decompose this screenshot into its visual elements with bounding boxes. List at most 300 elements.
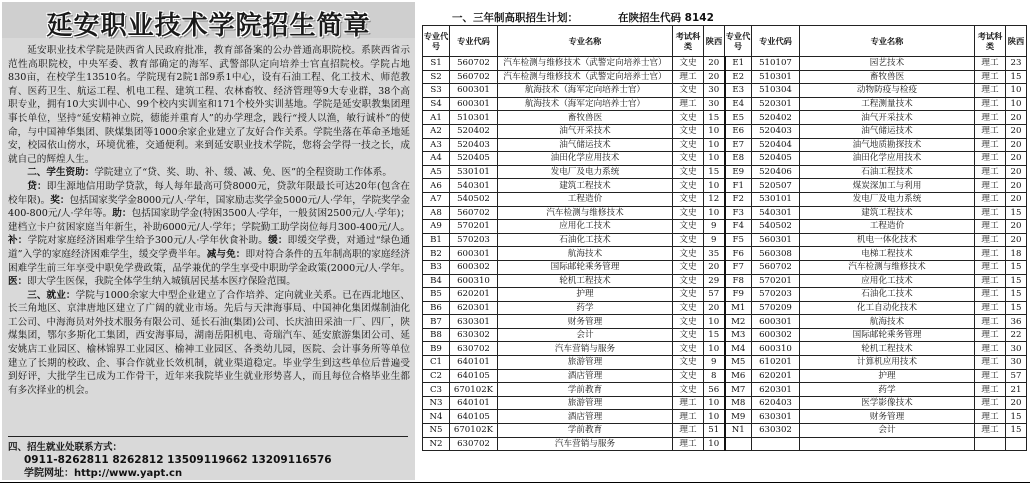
table-cell: 文史 (673, 206, 704, 220)
table-cell: 理工 (673, 437, 704, 451)
aid-heading: 二、学生资助： (27, 167, 95, 179)
waiver-text: 即对符合条件的五年制高职的家庭经济困难学生前三年享受中职免学费政策，品学兼优的学生享受中职助学金政策(2000元/人·学年。 (8, 248, 411, 274)
table-cell: 57 (704, 288, 725, 302)
table-cell: 理工 (673, 97, 704, 111)
table-cell: 20 (1006, 192, 1027, 206)
table-cell: 理工 (673, 396, 704, 410)
table-cell: E2 (725, 70, 752, 84)
table-cell (1006, 437, 1027, 451)
table-cell: 20 (1006, 396, 1027, 410)
table-cell: 600301 (450, 247, 498, 261)
table-cell: 20 (1006, 152, 1027, 166)
table-cell: M2 (725, 315, 752, 329)
table-cell: 国际邮轮乘务管理 (800, 328, 975, 342)
table-cell: 600302 (752, 328, 800, 342)
table-cell: 520405 (752, 152, 800, 166)
table-cell: 540301 (450, 179, 498, 193)
medical-text: 即大学生医保，我院全体学生纳入城镇居民基本医疗保险范围。 (27, 276, 296, 288)
table-header-row (423, 26, 1027, 57)
table-cell: 文史 (673, 274, 704, 288)
table-cell: 理工 (975, 260, 1006, 274)
table-cell: 理工 (975, 206, 1006, 220)
table-row (423, 97, 1027, 111)
table-cell: 670102K (450, 383, 498, 397)
table-cell: 630301 (450, 315, 498, 329)
table-cell: 600310 (752, 342, 800, 356)
table-cell: E3 (725, 84, 752, 98)
table-cell: 540301 (752, 206, 800, 220)
table-cell: 酒店管理 (498, 410, 673, 424)
enrollment-code: 在陕招生代码 8142 (618, 12, 714, 24)
table-cell: 560702 (450, 57, 498, 71)
table-cell: 理工 (975, 70, 1006, 84)
table-cell: 20 (1006, 111, 1027, 125)
table-cell: E7 (725, 138, 752, 152)
award-label: 奖： (50, 194, 70, 206)
table-cell: 文史 (673, 152, 704, 166)
table-cell: 汽车检测与维修技术 (498, 206, 673, 220)
table-cell: 酒店管理 (498, 369, 673, 383)
table-cell: 园艺技术 (800, 57, 975, 71)
table-cell: B9 (423, 342, 450, 356)
table-cell: 20 (1006, 233, 1027, 247)
table-cell: N2 (423, 437, 450, 451)
aid-text: 学院建立了“贷、奖、助、补、缓、减、免、医”的全程资助工作体系。 (94, 167, 392, 179)
table-cell: 15 (704, 328, 725, 342)
table-cell: 畜牧兽医 (800, 70, 975, 84)
table-cell: 建筑工程技术 (498, 179, 673, 193)
table-cell: 20 (1006, 138, 1027, 152)
table-cell: 理工 (975, 288, 1006, 302)
table-row (423, 192, 1027, 206)
table-row (423, 247, 1027, 261)
table-cell: 文史 (673, 369, 704, 383)
table-cell: 18 (1006, 247, 1027, 261)
table-cell: 15 (1006, 424, 1027, 438)
table-cell: 10 (704, 138, 725, 152)
table-cell: 理工 (975, 111, 1006, 125)
table-cell: E1 (725, 57, 752, 71)
table-cell: 应用化工技术 (498, 220, 673, 234)
employment-heading: 三、就业： (27, 289, 76, 301)
table-cell: 理工 (975, 342, 1006, 356)
table-cell: 56 (704, 383, 725, 397)
table-cell: 520405 (450, 152, 498, 166)
table-cell: 600302 (450, 260, 498, 274)
table-cell: 20 (704, 301, 725, 315)
defer-label: 缓： (268, 235, 288, 247)
table-cell: 应用化工技术 (800, 274, 975, 288)
table-cell: B4 (423, 274, 450, 288)
table-cell: 10 (704, 437, 725, 451)
table-cell: 9 (704, 220, 725, 234)
table-cell: N4 (423, 410, 450, 424)
table-cell: 35 (704, 247, 725, 261)
table-cell: C3 (423, 383, 450, 397)
table-cell: 理工 (975, 152, 1006, 166)
table-cell: 640105 (450, 410, 498, 424)
table-cell: 文史 (673, 301, 704, 315)
table-cell: 畜牧兽医 (498, 111, 673, 125)
medical-label: 医： (8, 276, 28, 288)
table-cell: 油田化学应用技术 (498, 152, 673, 166)
table-cell: 油气开采技术 (498, 124, 673, 138)
table-cell: 财务管理 (498, 315, 673, 329)
table-cell: 文史 (673, 165, 704, 179)
table-cell: 文史 (673, 179, 704, 193)
table-cell: 理工 (975, 315, 1006, 329)
table-cell: 理工 (673, 70, 704, 84)
table-cell: 煤炭深加工与利用 (800, 179, 975, 193)
table-cell: F8 (725, 274, 752, 288)
table-cell (725, 437, 752, 451)
table-cell: B1 (423, 233, 450, 247)
table-row (423, 57, 1027, 71)
table-cell: 570203 (450, 233, 498, 247)
table-cell: 油气开采技术 (800, 111, 975, 125)
table-cell: C2 (423, 369, 450, 383)
table-cell: 文史 (673, 247, 704, 261)
table-cell: 财务管理 (800, 410, 975, 424)
table-row (423, 111, 1027, 125)
table-cell: A8 (423, 206, 450, 220)
contact-website[interactable]: 学院网址：http://www.yapt.cn (24, 468, 183, 479)
table-cell: 文史 (673, 383, 704, 397)
intro-paragraph: 延安职业技术学院是陕西省人民政府批准，教育部备案的公办普通高职院校。系陕西省示范性高职院校，中央军委、教育部确定的海军、武警部队定向培养士官直招院校。学院占地830亩，在校学生13510名。学院现有2院1部9系1中心，设有石油工程、化工技术、师范教育、医药卫生、航运工程、机电工程、建筑工程、农林畜牧、经济管理等9大专业群，38个高职专业，拥有10大实训中心、99个校内实训室和171个校外实训基地。学院是延安职教集团理事长单位，坚持“延安精神立院，德能并重育人”的办学理念，践行“授人以渔，敏行诚朴”的使命，与中国神华集团、陕煤集团等1000余家企业建立了友好合作关系。学院坐落在革命圣地延安，校园依山傍水，环境优雅，交通便利。来到延安职业技术学院，您将会学得一技之长，成就自己的辉煌人生。 (8, 45, 410, 165)
table-cell: 化工自动化技术 (800, 301, 975, 315)
table-cell: 文史 (673, 260, 704, 274)
table-cell: A6 (423, 179, 450, 193)
table-cell: 理工 (975, 192, 1006, 206)
table-cell: C1 (423, 356, 450, 370)
table-cell: 600301 (450, 97, 498, 111)
table-cell: 理工 (975, 356, 1006, 370)
table-cell: 530101 (752, 192, 800, 206)
table-cell: 10 (1006, 84, 1027, 98)
table-cell: F2 (725, 192, 752, 206)
table-cell: E8 (725, 152, 752, 166)
table-cell: 560308 (752, 247, 800, 261)
table-row (423, 383, 1027, 397)
table-cell: 航海技术（海军定向培养士官） (498, 84, 673, 98)
table-cell: F7 (725, 260, 752, 274)
table-cell: 520301 (752, 97, 800, 111)
table-cell: 护理 (800, 369, 975, 383)
table-cell: 理工 (975, 274, 1006, 288)
table-row (423, 288, 1027, 302)
column-header: 考试科类 (975, 26, 1006, 57)
table-cell (752, 437, 800, 451)
column-header: 专业名称 (498, 26, 673, 57)
table-cell: 9 (704, 233, 725, 247)
table-cell: 23 (1006, 57, 1027, 71)
table-row (423, 233, 1027, 247)
table-cell: 文史 (673, 342, 704, 356)
table-cell: A2 (423, 124, 450, 138)
table-cell: 石油工程技术 (800, 165, 975, 179)
table-cell: 石油化工技术 (498, 233, 673, 247)
contact-phones: 0911-8262811 8262812 13509119662 13209116576 (24, 454, 332, 466)
table-cell: 510301 (752, 70, 800, 84)
table-cell: 建筑工程技术 (800, 206, 975, 220)
table-cell: B5 (423, 288, 450, 302)
table-cell: 汽车检测与维修技术（武警定向培养士官） (498, 57, 673, 71)
table-cell: 30 (704, 84, 725, 98)
table-cell: 油气地质勘探技术 (800, 138, 975, 152)
table-cell: 510107 (752, 57, 800, 71)
table-cell: 570203 (752, 288, 800, 302)
table-cell: 560702 (450, 70, 498, 84)
table-cell: 文史 (673, 233, 704, 247)
table-cell: 30 (1006, 356, 1027, 370)
table-cell: 理工 (975, 424, 1006, 438)
grant-label: 助： (112, 208, 132, 220)
table-cell: B2 (423, 247, 450, 261)
table-cell: S2 (423, 70, 450, 84)
table-cell: 560702 (450, 206, 498, 220)
table-cell: A3 (423, 138, 450, 152)
table-cell: 30 (704, 97, 725, 111)
table-row (423, 70, 1027, 84)
table-cell: 640101 (450, 396, 498, 410)
table-cell: 620201 (752, 369, 800, 383)
table-cell: 15 (1006, 288, 1027, 302)
table-cell: 动物防疫与检疫 (800, 84, 975, 98)
table-cell: 530101 (450, 165, 498, 179)
table-cell: 520402 (752, 111, 800, 125)
table-cell: 电梯工程技术 (800, 247, 975, 261)
table-cell: 理工 (975, 233, 1006, 247)
table-cell: A1 (423, 111, 450, 125)
table-cell: N1 (725, 424, 752, 438)
table-cell: 理工 (975, 84, 1006, 98)
table-cell: E5 (725, 111, 752, 125)
table-cell: 发电厂及电力系统 (498, 165, 673, 179)
table-cell: 汽车检测与维修技术（武警定向培养士官） (498, 70, 673, 84)
table-cell: 10 (1006, 97, 1027, 111)
column-header: 陕西 (704, 26, 725, 57)
table-cell: 520403 (752, 124, 800, 138)
table-cell: 20 (704, 57, 725, 71)
table-cell: 学前教育 (498, 424, 673, 438)
table-cell: 10 (704, 124, 725, 138)
table-cell: 文史 (673, 57, 704, 71)
table-cell: 520403 (450, 138, 498, 152)
table-row (423, 437, 1027, 451)
table-cell: 640105 (450, 369, 498, 383)
table-cell: 29 (704, 274, 725, 288)
table-cell: E9 (725, 165, 752, 179)
table-cell: 文史 (673, 356, 704, 370)
table-cell: 670102K (450, 424, 498, 438)
table-cell: 520507 (752, 179, 800, 193)
table-cell: 汽车营销与服务 (498, 342, 673, 356)
table-cell: 9 (704, 356, 725, 370)
table-cell: 15 (1006, 260, 1027, 274)
table-cell: B7 (423, 315, 450, 329)
table-cell: F1 (725, 179, 752, 193)
table-cell: S1 (423, 57, 450, 71)
table-cell: 会计 (800, 424, 975, 438)
column-header: 专业代码 (752, 26, 800, 57)
table-cell: 640101 (450, 356, 498, 370)
column-header: 专业代号 (725, 26, 752, 57)
column-header: 考试科类 (673, 26, 704, 57)
table-cell: 理工 (975, 410, 1006, 424)
table-cell: 570209 (752, 301, 800, 315)
table-cell: 20 (1006, 124, 1027, 138)
table-cell: 620403 (752, 396, 800, 410)
table-cell: B6 (423, 301, 450, 315)
subsidy-label: 补： (8, 235, 28, 247)
table-cell: 15 (704, 111, 725, 125)
table-cell: F9 (725, 288, 752, 302)
table-cell: 工程造价 (498, 192, 673, 206)
table-row (423, 410, 1027, 424)
contact-block (8, 436, 408, 480)
table-cell: 理工 (975, 179, 1006, 193)
table-cell: F3 (725, 206, 752, 220)
employment-paragraph (8, 289, 410, 398)
table-cell: 630702 (450, 342, 498, 356)
table-row (423, 220, 1027, 234)
table-cell: 630302 (752, 424, 800, 438)
intro-panel (2, 2, 415, 480)
table-row (423, 138, 1027, 152)
table-cell: 油气储运技术 (800, 124, 975, 138)
table-cell: 国际邮轮乘务管理 (498, 260, 673, 274)
table-cell: 15 (1006, 301, 1027, 315)
table-cell: F6 (725, 247, 752, 261)
bottom-divider (0, 482, 1030, 483)
table-cell: 15 (1006, 70, 1027, 84)
table-cell: A9 (423, 220, 450, 234)
table-cell: 旅游管理 (498, 356, 673, 370)
table-cell: 630702 (450, 437, 498, 451)
table-cell: F5 (725, 233, 752, 247)
table-cell: F4 (725, 220, 752, 234)
table-cell: 航海技术 (498, 247, 673, 261)
table-cell: M7 (725, 383, 752, 397)
table-cell: A5 (423, 165, 450, 179)
table-cell: 36 (1006, 315, 1027, 329)
table-cell: 10 (704, 410, 725, 424)
table-cell: N5 (423, 424, 450, 438)
table-cell: 520406 (752, 165, 800, 179)
table-row (423, 260, 1027, 274)
table-cell: 旅游管理 (498, 396, 673, 410)
table-cell: 10 (704, 315, 725, 329)
table-cell: 理工 (975, 301, 1006, 315)
table-cell: N3 (423, 396, 450, 410)
table-cell: 610201 (752, 356, 800, 370)
table-cell: 20 (1006, 220, 1027, 234)
table-cell: 20 (1006, 165, 1027, 179)
column-header: 陕西 (1006, 26, 1027, 57)
subsidy-text: 学院对家庭经济困难学生给予300元/人·学年伙食补助。 (27, 235, 269, 247)
table-cell: 理工 (975, 57, 1006, 71)
table-cell: 560301 (752, 233, 800, 247)
table-cell: 文史 (673, 328, 704, 342)
table-row (423, 274, 1027, 288)
table-cell: S4 (423, 97, 450, 111)
column-header: 专业名称 (800, 26, 975, 57)
table-cell: 文史 (673, 220, 704, 234)
table-cell: 15 (1006, 410, 1027, 424)
table-cell: E4 (725, 97, 752, 111)
table-row (423, 84, 1027, 98)
table-cell: M5 (725, 356, 752, 370)
table-cell: M6 (725, 369, 752, 383)
table-cell: 630301 (752, 410, 800, 424)
table-row (423, 179, 1027, 193)
table-cell: 570201 (450, 220, 498, 234)
table-cell: 8 (704, 369, 725, 383)
table-cell: 理工 (975, 383, 1006, 397)
table-cell: 汽车营销与服务 (498, 437, 673, 451)
table-cell: 10 (704, 342, 725, 356)
table-cell: 600310 (450, 274, 498, 288)
table-cell: M1 (725, 301, 752, 315)
table-cell: 510304 (752, 84, 800, 98)
table-row (423, 124, 1027, 138)
table-cell (800, 437, 975, 451)
table-cell: 15 (1006, 274, 1027, 288)
table-cell: M4 (725, 342, 752, 356)
table-cell: 文史 (673, 315, 704, 329)
table-cell: 10 (704, 396, 725, 410)
table-cell: 520402 (450, 124, 498, 138)
table-cell: 570201 (752, 274, 800, 288)
table-cell: 汽车检测与维修技术 (800, 260, 975, 274)
table-cell: 航海技术（海军定向培养士官） (498, 97, 673, 111)
table-cell: 轮机工程技术 (800, 342, 975, 356)
contact-heading: 四、招生就业处联系方式： (8, 442, 123, 453)
table-cell: 理工 (673, 424, 704, 438)
grant-text: 包括国家助学金(特困3500人·学年，一般贫困2500元/人·学年)；建档立卡户贫困家庭当年新生，补助6000元/人·学年；学院勤工助学岗位每月300-400元/人。 (8, 208, 410, 233)
table-cell: 油气储运技术 (498, 138, 673, 152)
table-cell: M8 (725, 396, 752, 410)
table-row (423, 152, 1027, 166)
table-cell: 理工 (975, 138, 1006, 152)
plan-title: 一、三年制高职招生计划： (452, 12, 578, 24)
table-cell: B3 (423, 260, 450, 274)
waiver-label: 减与免： (206, 248, 246, 260)
table-cell: 21 (1006, 383, 1027, 397)
employment-text: 学院与1000余家大中型企业建立了合作培养、定向就业关系。已在西北地区、长三角地区、京津唐地区建立了广阔的就业市场。先后与天津海事局、中国神化集团煤制油化工公司、中海海员对外技术服务有限公司、延长石油(集团)公司、长庆油田采油一厂、四厂，陕煤集团，鄂尔多斯化工集团，西安海事局，湖南岳阳机电、奇瑞汽车、延安旅游集团公司、延安姚店工业园区、榆林锦界工业园区、榆神工业园区、各类幼儿园，医院、会计事务所等单位建立了长期的校政、企、事合作就业长效机制，就业渠道稳定。毕业学生到这些单位后普遍受到好评，大批学生已成为工作骨干，近年来我院毕业生就业形势喜人，而且每位合格毕业生都有多次择业的机会。 (8, 289, 410, 396)
table-row (423, 356, 1027, 370)
table-cell: 51 (704, 424, 725, 438)
table-cell: 文史 (673, 288, 704, 302)
table-cell: E6 (725, 124, 752, 138)
table-body (423, 57, 1027, 451)
table-cell: 护理 (498, 288, 673, 302)
table-cell: 文史 (673, 192, 704, 206)
table-cell: 轮机工程技术 (498, 274, 673, 288)
table-cell: 文史 (673, 138, 704, 152)
enrollment-table (422, 25, 1027, 451)
table-cell: 机电一体化技术 (800, 233, 975, 247)
loan-label: 贷： (27, 180, 47, 192)
table-cell: 540502 (450, 192, 498, 206)
table-cell: 航海技术 (800, 315, 975, 329)
table-cell: 600301 (450, 84, 498, 98)
table-cell: 10 (704, 206, 725, 220)
table-cell: 理工 (975, 124, 1006, 138)
table-cell: 理工 (673, 410, 704, 424)
table-row (423, 315, 1027, 329)
table-cell (975, 437, 1006, 451)
